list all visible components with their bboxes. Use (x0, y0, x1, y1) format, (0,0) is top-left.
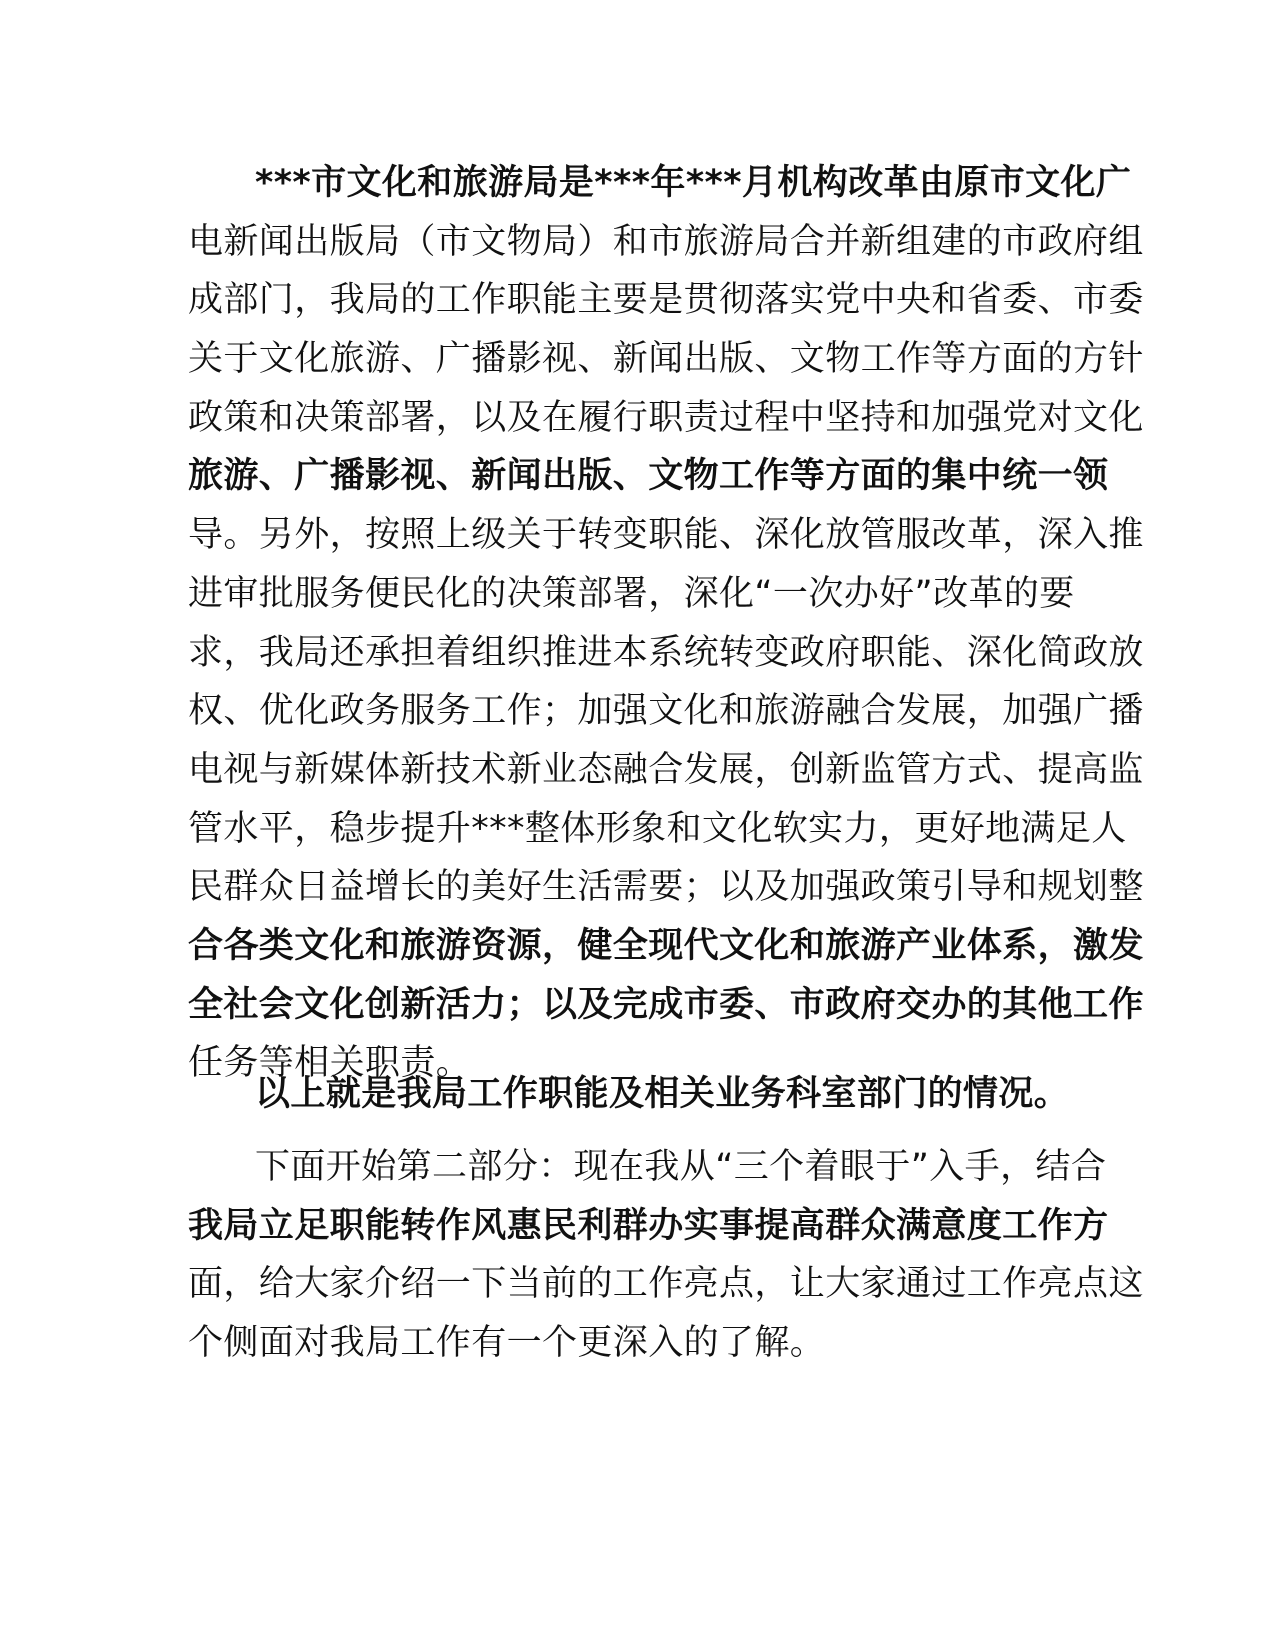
text-line: 关于文化旅游、广播影视、新闻出版、文物工作等方面的方针 (188, 339, 1144, 380)
text-line: 管水平，稳步提升***整体形象和文化软实力，更好地满足人 (188, 808, 1127, 849)
text-line: 旅游、广播影视、新闻出版、文物工作等方面的集中统一领 (188, 456, 1109, 497)
text-line: 下面开始第二部分：现在我从“三个着眼于”入手，结合 (255, 1147, 1107, 1187)
text-line: 以上就是我局工作职能及相关业务科室部门的情况。 (255, 1074, 1070, 1114)
text-line: 合各类文化和旅游资源，健全现代文化和旅游产业体系，激发 (188, 925, 1144, 966)
text-line: 面，给大家介绍一下当前的工作亮点，让大家通过工作亮点这 (188, 1264, 1144, 1305)
text-line: 我局立足职能转作风惠民利群办实事提高群众满意度工作方 (188, 1205, 1109, 1246)
paragraph-2 (188, 1065, 1088, 1124)
text-line: 全社会文化创新活力；以及完成市委、市政府交办的其他工作 (188, 984, 1144, 1025)
text-line: 成部门，我局的工作职能主要是贯彻落实党中央和省委、市委 (188, 280, 1144, 321)
paragraph-3 (188, 1138, 1144, 1373)
paragraph-1 (188, 154, 1144, 1093)
text-line: 任务等相关职责。 (188, 1043, 472, 1084)
text-line: 电视与新媒体新技术新业态融合发展，创新监管方式、提高监 (188, 749, 1144, 790)
text-line: 进审批服务便民化的决策部署，深化“一次办好”改革的要 (188, 573, 1075, 614)
text-line: 导。另外，按照上级关于转变职能、深化放管服改革，深入推 (188, 515, 1144, 556)
text-line: 权、优化政务服务工作；加强文化和旅游融合发展，加强广播 (188, 691, 1144, 732)
text-line: ***市文化和旅游局是***年***月机构改革由原市文化广 (255, 163, 1132, 203)
text-line: 电新闻出版局（市文物局）和市旅游局合并新组建的市政府组 (188, 221, 1144, 262)
text-line: 政策和决策部署，以及在履行职责过程中坚持和加强党对文化 (188, 397, 1144, 438)
text-line: 民群众日益增长的美好生活需要；以及加强政策引导和规划整 (188, 867, 1144, 908)
text-line: 个侧面对我局工作有一个更深入的了解。 (188, 1323, 826, 1364)
text-line: 求，我局还承担着组织推进本系统转变政府职能、深化简政放 (188, 632, 1144, 673)
